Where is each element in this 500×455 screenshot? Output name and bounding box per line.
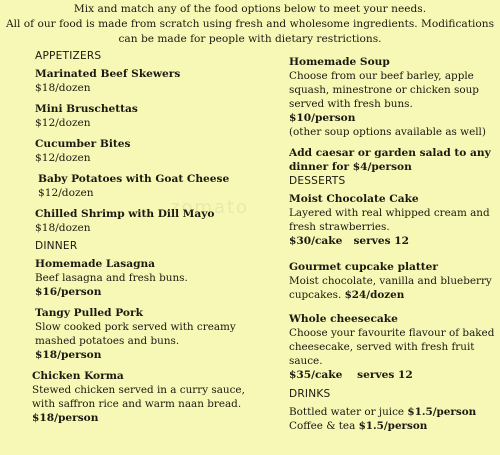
item-price-line xyxy=(289,368,499,382)
menu-item xyxy=(35,67,250,95)
menu-item xyxy=(35,207,250,235)
item-price: $10/person xyxy=(289,112,356,124)
item-price: $18/person xyxy=(32,412,99,424)
item-price: $30/cake xyxy=(289,235,343,247)
menu-item xyxy=(32,369,250,425)
intro-text xyxy=(0,2,500,47)
item-price: $12/dozen xyxy=(38,187,94,199)
watermark-logo: zomato xyxy=(170,197,250,218)
item-price: $24/dozen xyxy=(344,289,405,301)
item-price: $18/dozen xyxy=(35,222,91,234)
left-column xyxy=(32,50,250,432)
item-name: Chilled Shrimp with Dill Mayo xyxy=(35,208,215,220)
item-name: Homemade Soup xyxy=(289,56,390,68)
item-name: Gourmet cupcake platter xyxy=(289,261,438,273)
item-name: Cucumber Bites xyxy=(35,138,131,150)
section-heading-drinks: DRINKS xyxy=(289,388,331,400)
item-price: $12/dozen xyxy=(35,117,91,129)
menu-item xyxy=(289,55,499,139)
item-name: Mini Bruschettas xyxy=(35,103,138,115)
section-heading-desserts: DESSERTS xyxy=(289,175,346,187)
menu-item xyxy=(35,137,250,165)
menu-item xyxy=(35,257,250,299)
item-name: Tangy Pulled Pork xyxy=(35,307,143,319)
drink-price: $1.5/person xyxy=(407,406,477,418)
right-column xyxy=(289,55,499,440)
item-description: Beef lasagna and fresh buns. xyxy=(35,272,188,284)
drink-line xyxy=(289,405,499,419)
item-name: Marinated Beef Skewers xyxy=(35,68,181,80)
item-serves: serves 12 xyxy=(353,235,410,247)
intro-line: All of our food is made from scratch using fresh and wholesome ingredients. Modifications xyxy=(5,18,495,30)
intro-line: Mix and match any of the food options below to meet your needs. xyxy=(73,3,427,15)
menu-item xyxy=(35,102,250,130)
item-name: Chicken Korma xyxy=(32,370,124,382)
item-description: Choose your favourite flavour of baked cheesecake, served with fresh fruit sauce. xyxy=(289,327,495,367)
menu-item-drinks xyxy=(289,405,499,433)
item-price: $16/person xyxy=(35,286,102,298)
item-description: Moist chocolate, vanilla and blueberry cupcakes. xyxy=(289,275,492,301)
item-name: Whole cheesecake xyxy=(289,313,398,325)
item-name: Moist Chocolate Cake xyxy=(289,193,419,205)
item-serves: serves 12 xyxy=(357,369,413,381)
drink-line xyxy=(289,419,499,433)
intro-line: can be made for people with dietary restrictions. xyxy=(118,33,382,45)
menu-item xyxy=(35,306,250,362)
section-heading-appetizers: APPETIZERS xyxy=(35,50,102,62)
item-price: $18/dozen xyxy=(35,82,91,94)
drink-name: Coffee & tea xyxy=(289,420,356,432)
item-description-line xyxy=(289,274,499,302)
item-note: (other soup options available as well) xyxy=(289,126,486,138)
item-description: Slow cooked pork served with creamy mashed potatoes and buns. xyxy=(35,321,236,347)
item-price: $12/dozen xyxy=(35,152,91,164)
item-description: Layered with real whipped cream and fresh strawberries. xyxy=(289,207,490,233)
menu-item xyxy=(35,172,250,200)
menu-item xyxy=(289,192,499,248)
drink-name: Bottled water or juice xyxy=(289,406,405,418)
drink-price: $1.5/person xyxy=(358,420,428,432)
item-description: Stewed chicken served in a curry sauce, with saffron rice and warm naan bread. xyxy=(32,384,245,410)
section-heading-dinner: DINNER xyxy=(35,240,78,252)
item-name: Baby Potatoes with Goat Cheese xyxy=(38,173,230,185)
item-name: Homemade Lasagna xyxy=(35,258,156,270)
salad-addon: Add caesar or garden salad to any dinner for $4/person xyxy=(289,147,491,173)
menu-item xyxy=(289,260,499,302)
item-price-line xyxy=(289,234,499,248)
item-description: Choose from our beef barley, apple squash, minestrone or chicken soup served with fresh buns. xyxy=(289,70,479,110)
menu-item-salad xyxy=(289,146,499,174)
item-price: $18/person xyxy=(35,349,102,361)
menu-item xyxy=(289,312,499,382)
item-price: $35/cake xyxy=(289,369,343,381)
